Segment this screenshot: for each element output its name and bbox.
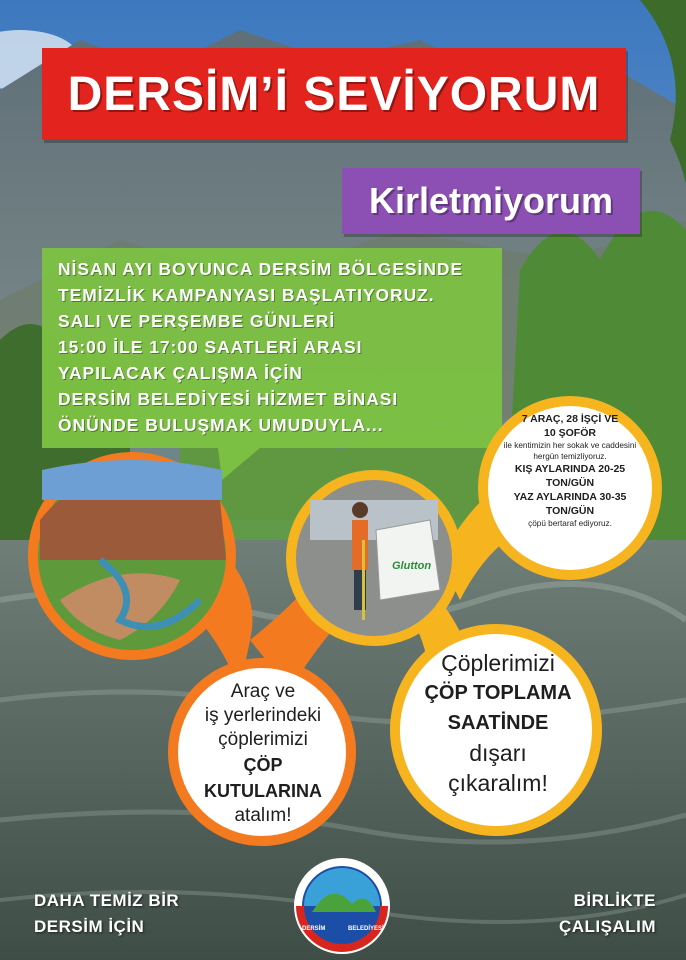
subtitle-banner: [342, 168, 640, 234]
page-title: DERSİM’İ SEVİYORUM: [67, 67, 601, 121]
message-line: atalım!: [234, 805, 292, 826]
message-line: çöplerimizi: [218, 729, 308, 750]
stats-text: [500, 412, 640, 529]
announcement-line: TEMİZLİK KAMPANYASI BAŞLATIYORUZ.: [58, 285, 435, 305]
announcement-line: NİSAN AYI BOYUNCA DERSİM BÖLGESİNDE: [58, 259, 464, 279]
stats-line: TON/GÜN: [545, 505, 595, 517]
footer-slogan-left: [34, 888, 179, 940]
stats-line: KIŞ AYLARINDA 20-25: [514, 463, 626, 475]
footer-line: ÇALIŞALIM: [558, 917, 656, 936]
footer-line: BİRLİKTE: [573, 891, 656, 910]
announcement-line: ÖNÜNDE BULUŞMAK UMUDUYLA...: [58, 415, 384, 435]
title-banner: [42, 48, 626, 140]
stats-line: ile kentimizin her sokak ve caddesini: [503, 441, 637, 450]
page-subtitle: Kirletmiyorum: [368, 180, 614, 221]
footer-line: DAHA TEMİZ BİR: [34, 891, 180, 910]
message-line: SAATİNDE: [447, 712, 549, 734]
announcement-line: SALI VE PERŞEMBE GÜNLERİ: [58, 311, 336, 331]
message-line: Çöplerimizi: [441, 650, 555, 676]
logo-text-left: DERSİM: [302, 926, 326, 932]
message-line: iş yerlerindeki: [204, 705, 322, 726]
message-line: çıkaralım!: [448, 770, 548, 796]
vehicle-brand: Glutton: [392, 560, 432, 572]
announcement-line: 15:00 İLE 17:00 SAATLERİ ARASI: [58, 337, 363, 357]
municipality-logo: [294, 858, 390, 954]
message-line: KUTULARINA: [204, 781, 322, 801]
announcement-text: [58, 256, 498, 438]
stats-line: YAZ AYLARINDA 30-35: [513, 491, 627, 503]
footer-slogan-right: [559, 888, 656, 940]
stats-line: 10 ŞOFÖR: [544, 427, 596, 439]
footer-line: DERSİM İÇİN: [34, 917, 145, 936]
stats-line: 7 ARAÇ, 28 İŞÇİ VE: [521, 413, 619, 425]
announcement-line: YAPILACAK ÇALIŞMA İÇİN: [58, 363, 303, 383]
message-line: ÇÖP TOPLAMA: [424, 682, 572, 704]
message-line: dışarı: [469, 740, 527, 766]
announcement-line: DERSİM BELEDİYESİ HİZMET BİNASI: [58, 389, 399, 409]
collection-time-message: [408, 648, 588, 798]
stats-line: TON/GÜN: [545, 477, 595, 489]
logo-text-right: BELEDİYESİ: [348, 926, 384, 932]
trash-bins-message: [188, 680, 338, 828]
message-line: ÇÖP: [243, 755, 283, 775]
stats-line: hergün temizliyoruz.: [533, 452, 607, 461]
message-line: Araç ve: [230, 681, 296, 702]
stats-line: çöpü bertaraf ediyoruz.: [528, 519, 612, 528]
